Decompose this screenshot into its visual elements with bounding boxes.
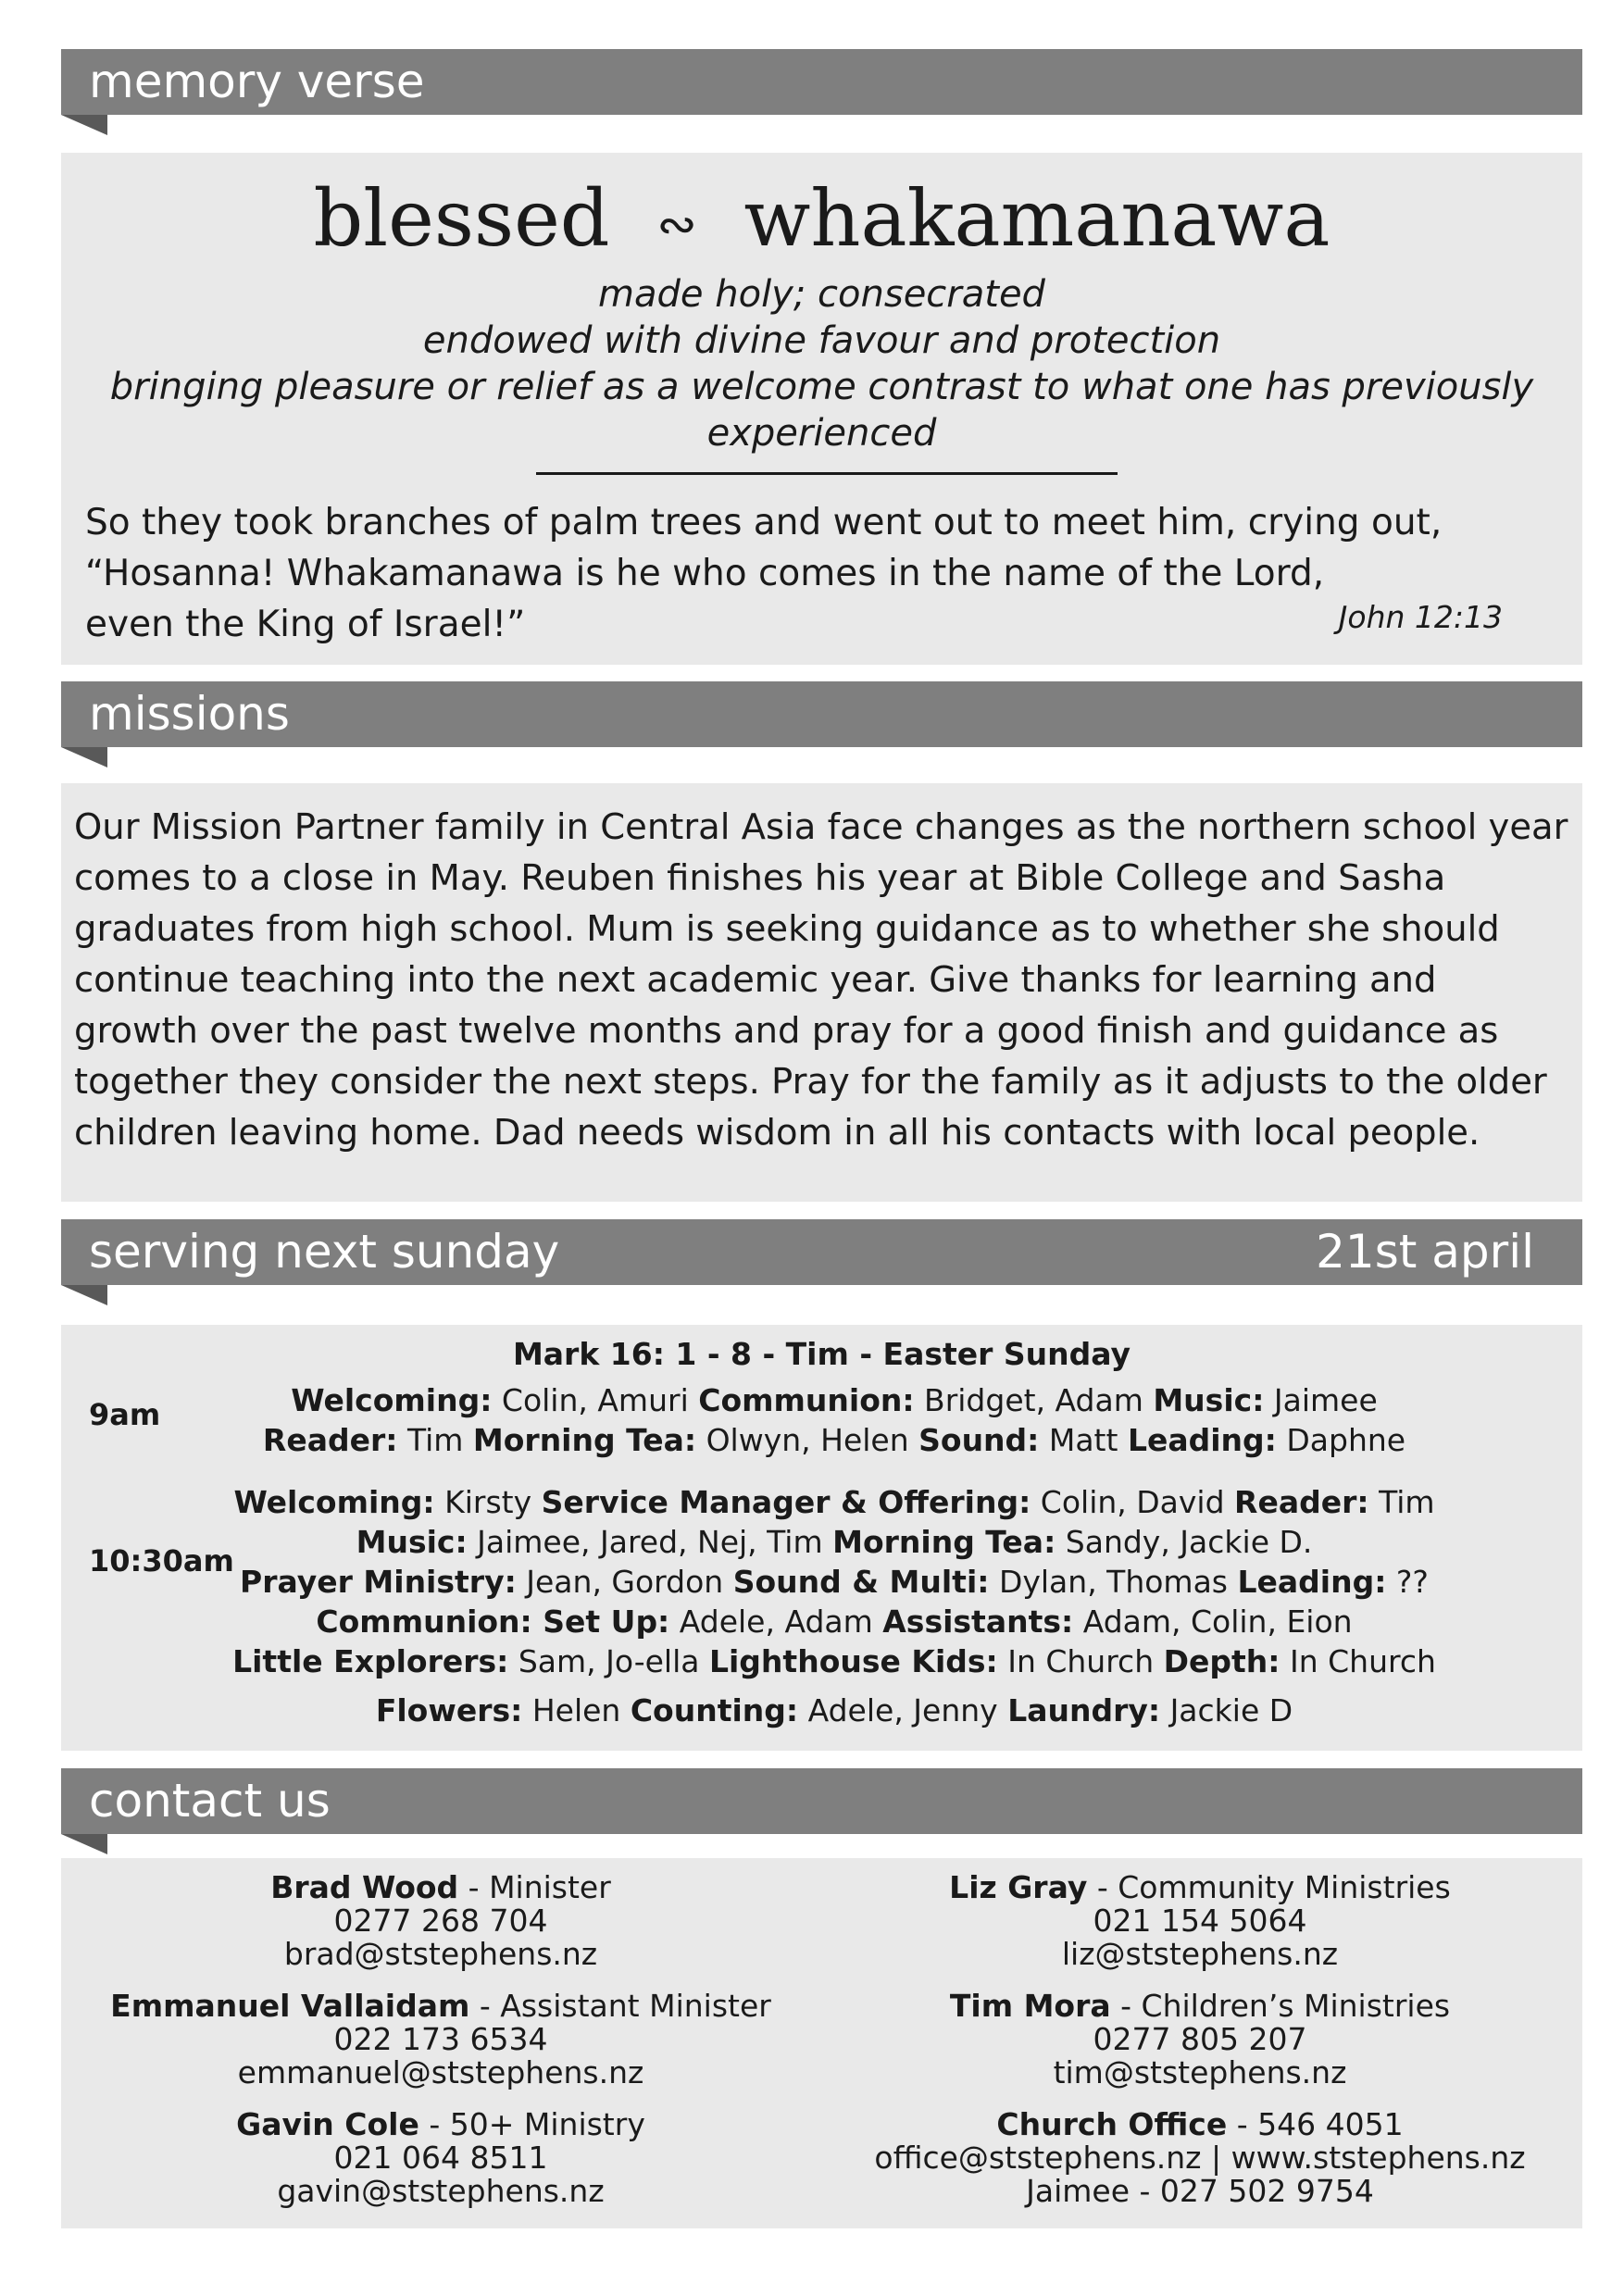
contact-card [61,1871,820,1971]
header-fold [61,747,107,767]
roster-line [126,1522,1543,1562]
contact-name: Emmanuel Vallaidam [110,1988,470,2024]
role-label: Flowers: [375,1692,523,1728]
role-label: Leading: [1127,1422,1277,1458]
divider-rule [536,472,1118,475]
role-label: Depth: [1163,1643,1280,1679]
contact-card [820,2108,1580,2208]
role-names: Colin, David [1031,1484,1235,1520]
contact-header-label: contact us [89,1774,331,1828]
role-label: Communion: Set Up: [316,1603,670,1640]
role-label: Reader: [262,1422,398,1458]
header-fold [61,1834,107,1854]
roster-line [126,1602,1543,1641]
verse-line: “Hosanna! Whakamanawa is he who comes in the name of the Lord, [85,553,1325,594]
role-label: Welcoming: [233,1484,435,1520]
header-fold [61,1285,107,1305]
contact-name: Brad Wood [270,1869,459,1905]
contact-card [61,2108,820,2208]
word-definitions [61,271,1582,456]
contact-phone: 0277 268 704 [333,1903,548,1939]
role-label: Lighthouse Kids: [708,1643,998,1679]
role-label: Counting: [630,1692,799,1728]
roster-line [126,1420,1543,1460]
contact-role: - Children’s Ministries [1110,1988,1451,2024]
contact-card [820,1990,1580,2090]
scripture-verse [85,497,1442,650]
contact-name: Gavin Cole [236,2106,419,2142]
contact-phone: 021 064 8511 [333,2140,548,2176]
role-names: Olwyn, Helen [696,1422,919,1458]
service-time-9am: 9am [89,1397,161,1432]
contact-name: Liz Gray [949,1869,1088,1905]
contact-email-website[interactable]: office@ststephens.nz | www.ststephens.nz [874,2140,1526,2176]
contact-phone: 022 173 6534 [333,2021,548,2057]
contact-name: Church Office [996,2106,1228,2142]
contact-card [61,1990,820,2090]
serving-date: 21st april [1316,1225,1534,1279]
role-label: Service Manager & Offering: [541,1484,1031,1520]
missions-panel [61,783,1582,1202]
word-maori: whakamanawa [743,173,1330,264]
definition-line: endowed with divine favour and protection [422,319,1221,362]
role-names: In Church [997,1643,1164,1679]
contact-role: - Assistant Minister [469,1988,771,2024]
role-names: Tim [397,1422,473,1458]
serving-header [61,1219,1582,1285]
mission-line: graduates from high school. Mum is seeking guidance as to whether she should [74,908,1500,950]
role-names: Daphne [1276,1422,1406,1458]
role-label: Leading: [1237,1564,1387,1600]
role-names: In Church [1280,1643,1436,1679]
role-label: Welcoming: [291,1382,493,1418]
definition-line: bringing pleasure or relief as a welcome contrast to what one has previously [109,366,1534,408]
word-english: blessed [313,173,610,264]
role-label: Reader: [1234,1484,1369,1520]
role-label: Morning Tea: [472,1422,697,1458]
roster-line [126,1641,1543,1681]
role-names: Colin, Amuri [492,1382,699,1418]
verse-reference: John 12:13 [1338,599,1503,635]
mission-line: comes to a close in May. Reuben finishes his year at Bible College and Sasha [74,857,1446,899]
missions-text [74,802,1568,1158]
contact-role: - 546 4051 [1227,2106,1404,2142]
header-fold [61,115,107,135]
contact-phone: Jaimee - 027 502 9754 [1026,2173,1374,2209]
role-label: Communion: [698,1382,915,1418]
role-names: Dylan, Thomas [989,1564,1238,1600]
role-label: Sound: [918,1422,1040,1458]
role-names: Matt [1039,1422,1128,1458]
roster-line [126,1482,1543,1522]
serving-reading-heading: Mark 16: 1 - 8 - Tim - Easter Sunday [512,1336,1131,1372]
contact-email[interactable]: gavin@ststephens.nz [277,2173,605,2209]
memory-verse-header-label: memory verse [89,55,425,108]
role-label: Laundry: [1007,1692,1161,1728]
role-label: Little Explorers: [232,1643,509,1679]
role-names: Jaimee [1264,1382,1378,1418]
contact-email[interactable]: emmanuel@ststephens.nz [237,2054,644,2090]
role-names: Sandy, Jackie D. [1056,1524,1313,1560]
contact-panel [61,1858,1582,2228]
role-names: Bridget, Adam [914,1382,1154,1418]
mission-line: children leaving home. Dad needs wisdom in all his contacts with local people. [74,1112,1480,1154]
definition-line: made holy; consecrated [598,273,1045,316]
contact-column-right [820,1871,1580,2227]
role-label: Music: [1153,1382,1265,1418]
role-label: Sound & Multi: [732,1564,990,1600]
mission-line: growth over the past twelve months and pray for a good finish and guidance as [74,1010,1499,1052]
contact-email[interactable]: tim@ststephens.nz [1053,2054,1347,2090]
memory-word-title [61,173,1582,264]
roster-line [126,1691,1543,1730]
mission-line: continue teaching into the next academic year. Give thanks for learning and [74,959,1437,1001]
roster-9am [126,1380,1543,1460]
swash-ornament-icon: ∾ [656,197,697,253]
missions-header-label: missions [89,687,290,741]
role-names: Helen [522,1692,631,1728]
serving-header-label: serving next sunday [89,1225,560,1279]
role-names: Jackie D [1160,1692,1293,1728]
service-time-1030am: 10:30am [89,1543,234,1578]
role-names: Adele, Adam [669,1603,883,1640]
contact-phone: 0277 805 207 [1093,2021,1307,2057]
contact-card [820,1871,1580,1971]
roster-1030am [126,1482,1543,1730]
mission-line: Our Mission Partner family in Central Asia face changes as the northern school year [74,806,1568,848]
contact-phone: 021 154 5064 [1093,1903,1307,1939]
definition-line: experienced [706,412,937,455]
role-label: Prayer Ministry: [240,1564,517,1600]
contact-email[interactable]: brad@ststephens.nz [283,1936,598,1972]
role-names: Sam, Jo-ella [508,1643,709,1679]
role-names: Adele, Jenny [798,1692,1008,1728]
contact-role: - Community Ministries [1087,1869,1451,1905]
role-names: Jaimee, Jared, Nej, Tim [467,1524,833,1560]
contact-header [61,1768,1582,1834]
role-label: Assistants: [882,1603,1074,1640]
role-names: Tim [1368,1484,1435,1520]
verse-line: even the King of Israel!” [85,604,526,645]
contact-role: - Minister [458,1869,611,1905]
memory-verse-panel [61,153,1582,665]
mission-line: together they consider the next steps. Pray for the family as it adjusts to the older [74,1061,1547,1103]
roster-line [126,1380,1543,1420]
contact-column-left [61,1871,820,2227]
contact-role: - 50+ Ministry [418,2106,645,2142]
role-label: Morning Tea: [832,1524,1056,1560]
contact-email[interactable]: liz@ststephens.nz [1061,1936,1339,1972]
missions-header [61,681,1582,747]
role-label: Music: [356,1524,468,1560]
roster-line [126,1562,1543,1602]
serving-panel [61,1325,1582,1751]
role-names: Kirsty [434,1484,542,1520]
contact-name: Tim Mora [949,1988,1111,2024]
role-names: ?? [1386,1564,1429,1600]
role-names: Adam, Colin, Eion [1073,1603,1353,1640]
verse-line: So they took branches of palm trees and went out to meet him, crying out, [85,502,1443,543]
role-names: Jean, Gordon [516,1564,733,1600]
memory-verse-header [61,49,1582,115]
